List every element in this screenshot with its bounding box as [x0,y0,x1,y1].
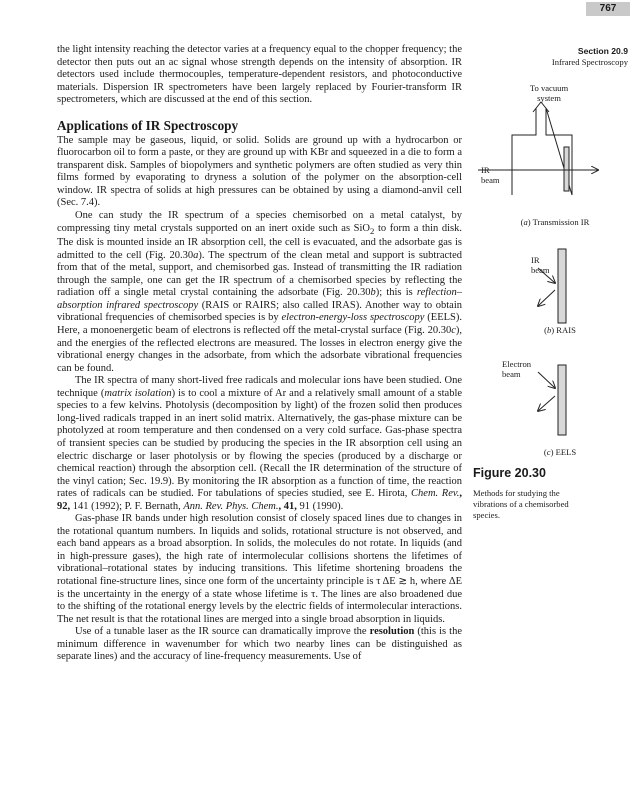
eels-diagram [538,365,566,435]
reflected-beam-c [538,396,555,411]
term-eels: electron-energy-loss spectroscopy [281,312,425,324]
ir-beam-label-a: IR beam [481,165,500,185]
caption-b: (b) RAIS [544,325,576,335]
term-rais: reflection–absorption infrared spectroscopy [57,287,463,311]
metal-crystal-c [558,365,566,435]
paragraph-samples: The sample may be gaseous, liquid, or solid. Solids are ground up with a hydrocarbon or fluorocarbon oil to form a paste, or they are ground up with KBr and squeezed in a die to form a transparent disk. Samples of biopolymers and synthetic polymers are often studied as very thin films formed by evaporating to dryness a solution of the polymer on the absorption-cell window. IR spectra of solids at high pressures can be obtained by using a diamond-anvil cell (Sec. 7.4). [57,134,462,209]
paragraph-chemisorbed: One can study the IR spectrum of a species chemisorbed on a metal catalyst, by compressing tiny metal crystals supported on an inert oxide such as SiO$_2$ to form a thin disk. The disk is mounted inside an IR absorption cell, the cell is evacuated, and the adsorbate gas is admitted to the cell (Fig. 20.30a). The spectrum of the clean metal and support is subtracted from that of the metal, support, and chemisorbed gas. Instead of transmitting the IR radiation through the sample, one can get the IR spectrum of a chemisorbed species by reflecting the radiation off a single metal crystal containing the adsorbate (Fig. 20.30b); this is reflection–absorption infrared spectroscopy (RAIS or RAIRS; also called IRAS). Another way to obtain vibrational frequencies of chemisorbed species is by electron-energy-loss spectroscopy (EELS). Here, a monoenergetic beam of electrons is reflected off the metal-crystal surface (Fig. 20.30c), and the energies of the reflected electrons are measured. The losses in electron energy give the vibrational energy changes in the adsorbate, from which the adsorbate vibrational frequencies can be found. [57,210,463,374]
reflected-beam-b [538,290,555,306]
caption-a: (a) Transmission IR [520,217,590,227]
paragraph-gas-phase: Gas-phase IR bands under high resolution consist of closely spaced lines due to changes in the rotational quantum numbers. In liquids and solids, rotational structure is not observed, and each band appears as a broad absorption. In solids, the molecules do not rotate. In liquids (and in high-pressure gases), the high rate of intermolecular collisions shortens the lifetimes of vibrational–rotational states by inducing transitions. This lifetime shortening broadens the rotational fine-structure lines, since one form of the uncertainty principle is τ ΔE ≳ h, where ΔE is the uncertainty in the energy of a state whose lifetime is τ. The lines are also broadened due to the shifting of the rotational energy levels by the electric fields of intermolecular interactions. The net result is that the rotational lines are merged into a single broad absorption in liquids. [57,513,462,625]
section-title: Infrared Spectroscopy [551,57,628,67]
figure-caption: Methods for studying the vibrations of a chemisorbed species. [473,488,569,520]
section-number: Section 20.9 [577,46,628,56]
electron-beam-label: Electron beam [502,359,532,379]
sample-disk [564,147,569,191]
journal-name: Chem. Rev. [411,488,460,500]
vacuum-label: To vacuum system [529,83,569,103]
metal-crystal-b [558,249,566,323]
incident-beam-c [538,372,555,388]
cell-outline [512,108,572,195]
journal-name: Ann. Rev. Phys. Chem. [183,500,279,512]
term-matrix-isolation: matrix isolation [104,387,172,399]
caption-c: (c) EELS [543,447,577,457]
paragraph-radicals: The IR spectra of many short-lived free radicals and molecular ions have been studied. One technique (matrix isolation) is to cool a mixture of Ar and a relatively small amount of a stable species to a few kelvins. Photolysis (decomposition by light) of the frozen solid then produces long-lived radicals trapped in an inert solid matrix. Alternatively, the gas-phase mixture can be photolyzed at room temperature and then condensed on a very cold surface. Gas-phase spectra of transient species can be studied by producing the species in the IR absorption cell using an electric discharge or laser photolysis or by flowing the species (produced by a discharge or chemical reaction) through the absorption cell. (Recall the IR determination of the structure of the vinyl cation; Sec. 19.9). By monitoring the IR absorption as a function of time, the reaction rates of radicals can be studied. For tabulations of species studied, see E. Hirota, Chem. Rev., 92, 141 (1992); P. F. Bernath, Ann. Rev. Phys. Chem., 41, 91 (1990). [57,375,463,512]
figure-title: Figure 20.30 [473,466,546,480]
paragraph-intro: the light intensity reaching the detector varies at a frequency equal to the chopper frequency; the detector then puts out an ac signal whose strength depends on the intensity of absorption. IR detectors used include thermocouples, temperature-dependent resistors, and photoconductive materials. Dispersion IR spectrometers have been largely replaced by Fourier-transform IR spectrometers, which are discussed at the end of this section. [57,44,462,106]
section-heading: Applications of IR Spectroscopy [57,117,239,133]
term-resolution: resolution [369,626,415,638]
page-number: 767 [586,2,630,16]
ir-beam-label-b: IR beam [531,255,550,275]
paragraph-laser: Use of a tunable laser as the IR source can dramatically improve the resolution (this is the minimum difference in wavenumber for which two nearby lines can be distinguished as separate lines) and the accuracy of line-frequency measurements. Use of [57,626,463,663]
